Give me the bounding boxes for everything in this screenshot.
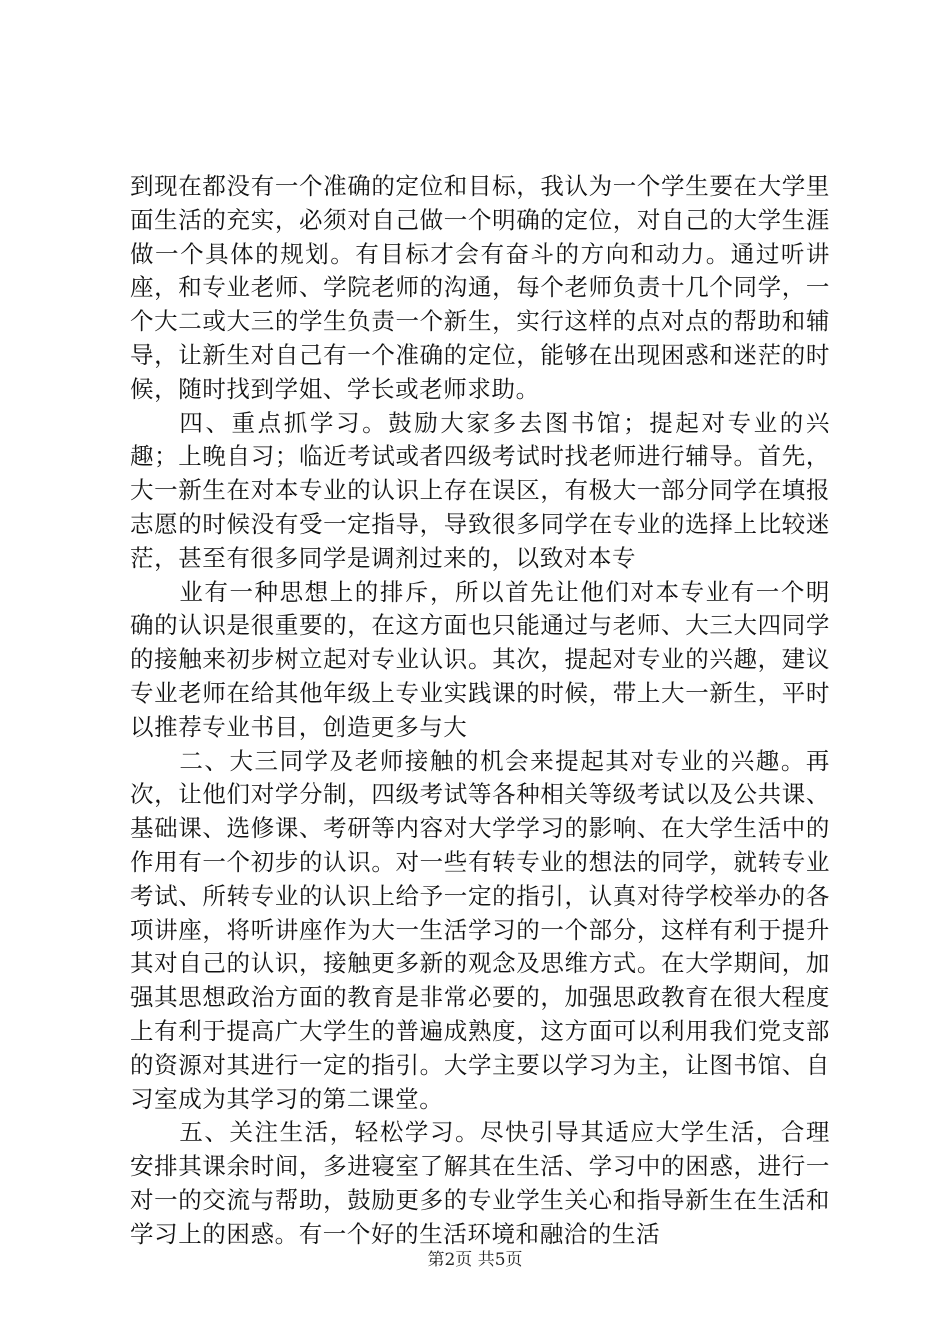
paragraph-specialty-recognition: 业有一种思想上的排斥，所以首先让他们对本专业有一个明确的认识是很重要的，在这方面也只能通过与老师、大三大四同学的接触来初步树立起对专业认识。其次，提起对专业的兴趣，建议专业老师在给其他年级上专业实践课的时候，带上大一新生，平时以推荐专业书目，创造更多与大: [130, 577, 830, 741]
paragraph-continuation: 到现在都没有一个准确的定位和目标，我认为一个学生要在大学里面生活的充实，必须对自己做一个明确的定位，对自己的大学生涯做一个具体的规划。有目标才会有奋斗的方向和动力。通过听讲座，和专业老师、学院老师的沟通，每个老师负责十几个同学，一个大二或大三的学生负责一个新生，实行这样的点对点的帮助和辅导，让新生对自己有一个准确的定位，能够在出现困惑和迷茫的时候，随时找到学姐、学长或老师求助。: [130, 172, 830, 403]
page-number-footer: 第2页 共5页: [427, 1250, 523, 1270]
paragraph-section-four: 四、重点抓学习。鼓励大家多去图书馆；提起对专业的兴趣；上晚自习；临近考试或者四级考试时找老师进行辅导。首先，大一新生在对本专业的认识上存在误区，有极大一部分同学在填报志愿的时候没有受一定指导，导致很多同学在专业的选择上比较迷茫，甚至有很多同学是调剂过来的，以致对本专: [130, 408, 830, 572]
document-body: [130, 170, 830, 1252]
paragraph-section-two: 二、大三同学及老师接触的机会来提起其对专业的兴趣。再次，让他们对学分制，四级考试等各种相关等级考试以及公共课、基础课、选修课、考研等内容对大学学习的影响、在大学生活中的作用有一个初步的认识。对一些有转专业的想法的同学，就转专业考试、所转专业的认识上给予一定的指引，认真对待学校举办的各项讲座，将听讲座作为大一生活学习的一个部分，这样有利于提升其对自己的认识，接触更多新的观念及思维方式。在大学期间，加强其思想政治方面的教育是非常必要的，加强思政教育在很大程度上有利于提高广大学生的普遍成熟度，这方面可以利用我们党支部的资源对其进行一定的指引。大学主要以学习为主，让图书馆、自习室成为其学习的第二课堂。: [130, 746, 830, 1113]
paragraph-section-five: 五、关注生活，轻松学习。尽快引导其适应大学生活，合理安排其课余时间，多进寝室了解其在生活、学习中的困惑，进行一对一的交流与帮助，鼓励更多的专业学生关心和指导新生在生活和学习上的困惑。有一个好的生活环境和融洽的生活: [130, 1118, 830, 1248]
